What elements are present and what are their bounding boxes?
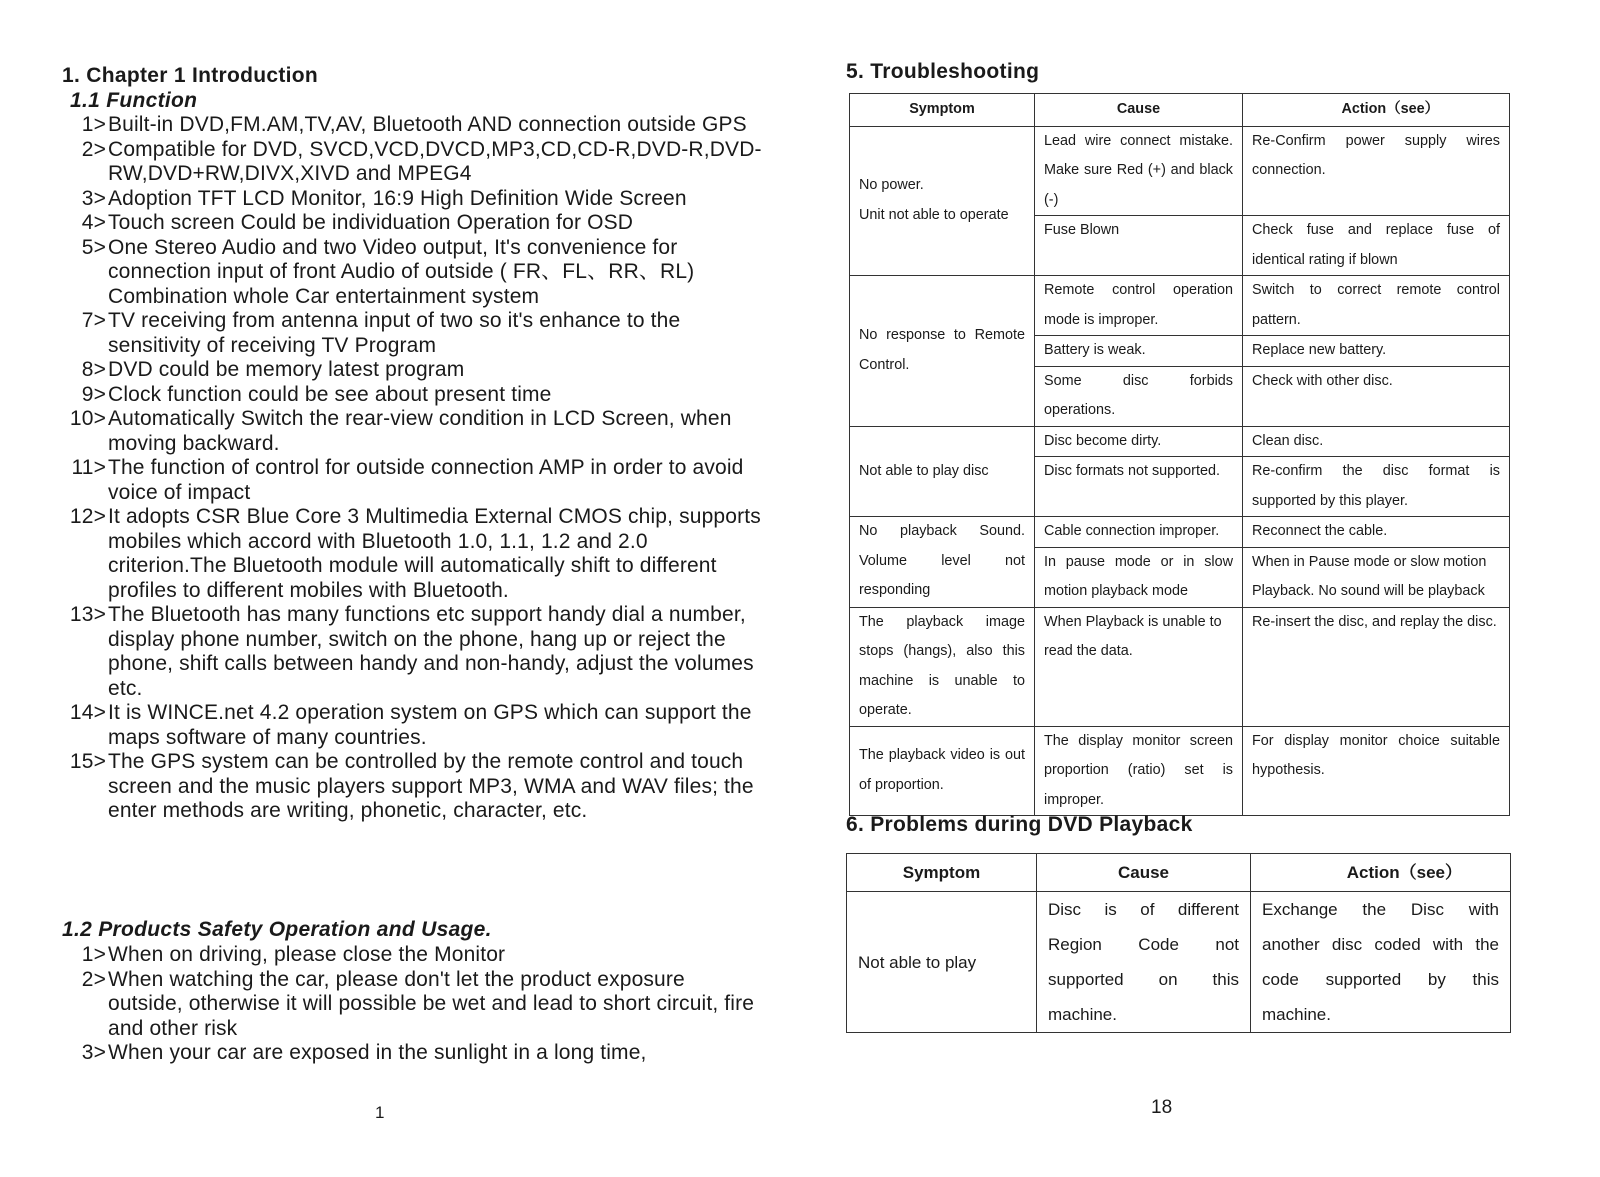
list-item — [62, 383, 762, 408]
action-cell: When in Pause mode or slow motion Playback. No sound will be playback — [1243, 547, 1510, 607]
table-header-row — [850, 94, 1510, 127]
cause-cell: Disc become dirty. — [1035, 426, 1243, 457]
list-item-text: It adopts CSR Blue Core 3 Multimedia External CMOS chip, supports mobiles which accord with Bluetooth 1.0, 1.1, 1.2 and 2.0 criterion.The Bluetooth module will automatically shift to different profiles to different mobiles with Bluetooth. — [108, 505, 761, 602]
cause-cell: Disc formats not supported. — [1035, 457, 1243, 517]
cause-cell: Battery is weak. — [1035, 336, 1243, 367]
list-item-text: The GPS system can be controlled by the remote control and touch screen and the music players support MP3, WMA and WAV files; the enter methods are writing, phonetic, character, etc. — [108, 750, 754, 822]
list-item-text: The function of control for outside connection AMP in order to avoid voice of impact — [108, 456, 744, 504]
symptom-cell: The playback image stops (hangs), also this machine is unable to operate. — [850, 607, 1035, 726]
action-cell: Clean disc. — [1243, 426, 1510, 457]
list-item-number: 15> — [69, 750, 106, 773]
list-item — [62, 701, 762, 750]
list-item — [62, 236, 762, 310]
list-item — [62, 407, 762, 456]
header-cause: Cause — [1035, 94, 1243, 127]
cause-cell: Cable connection improper. — [1035, 517, 1243, 548]
header-action: Action（see） — [1243, 94, 1510, 127]
action-cell: Re-confirm the disc format is supported by this player. — [1243, 457, 1510, 517]
list-item-text: TV receiving from antenna input of two so it's enhance to the sensitivity of receiving TV Program — [108, 309, 681, 357]
list-item-number: 12> — [69, 505, 106, 528]
table-row — [850, 276, 1510, 336]
left-page — [0, 0, 780, 1177]
action-cell: Re-Confirm power supply wires connection. — [1243, 126, 1510, 216]
header-cause: Cause — [1037, 854, 1251, 892]
troubleshooting-table — [849, 93, 1510, 816]
cause-cell: In pause mode or in slow motion playback mode — [1035, 547, 1243, 607]
list-item — [62, 750, 762, 824]
dvd-problems-table — [846, 853, 1511, 1033]
list-item — [62, 358, 762, 383]
list-item — [62, 211, 762, 236]
list-item — [62, 138, 762, 187]
header-action: Action（see） — [1251, 854, 1511, 892]
page-number-right: 18 — [1151, 1097, 1173, 1118]
cause-cell: Lead wire connect mistake. Make sure Red (+) and black (-) — [1035, 126, 1243, 216]
list-item — [62, 1041, 762, 1066]
symptom-cell: No power. Unit not able to operate — [850, 126, 1035, 276]
cause-cell: The display monitor screen proportion (ratio) set is improper. — [1035, 726, 1243, 816]
list-item — [62, 309, 762, 358]
chapter-title: 1. Chapter 1 Introduction — [62, 64, 319, 87]
action-cell: Re-insert the disc, and replay the disc. — [1243, 607, 1510, 726]
list-item — [62, 505, 762, 603]
list-item-number: 14> — [69, 701, 106, 724]
action-cell: Reconnect the cable. — [1243, 517, 1510, 548]
symptom-cell: Not able to play disc — [850, 426, 1035, 517]
list-item — [62, 113, 762, 138]
list-item-number: 13> — [69, 603, 106, 626]
symptom-cell: No response to Remote Control. — [850, 276, 1035, 427]
action-cell: Check fuse and replace fuse of identical rating if blown — [1243, 216, 1510, 276]
list-item-text: When your car are exposed in the sunlight in a long time, — [108, 1041, 647, 1064]
list-item-text: The Bluetooth has many functions etc support handy dial a number, display phone number, switch on the phone, hang up or reject the phone, shift calls between handy and non-handy, adjust the volumes etc. — [108, 603, 754, 700]
table-row — [850, 607, 1510, 726]
table-row — [850, 726, 1510, 816]
list-item-number: 2> — [81, 967, 106, 991]
symptom-cell: No playback Sound. Volume level not responding — [850, 517, 1035, 608]
list-item-number: 5> — [81, 235, 106, 259]
list-item-number: 3> — [81, 1041, 106, 1064]
action-cell: Check with other disc. — [1243, 366, 1510, 426]
list-item-number: 1> — [81, 943, 106, 966]
table-row — [847, 892, 1511, 1033]
cause-cell: Disc is of different Region Code not supported on this machine. — [1037, 892, 1251, 1033]
list-item — [62, 943, 762, 968]
cause-cell: When Playback is unable to read the data. — [1035, 607, 1243, 726]
header-symptom: Symptom — [847, 854, 1037, 892]
table-row — [850, 426, 1510, 457]
list-item-text: Touch screen Could be individuation Operation for OSD — [108, 211, 634, 234]
list-item-number: 4> — [81, 211, 106, 234]
table-row — [850, 126, 1510, 216]
action-cell: Exchange the Disc with another disc coded with the code supported by this machine. — [1251, 892, 1511, 1033]
list-item-text: Clock function could be see about present time — [108, 382, 552, 406]
list-item-text: One Stereo Audio and two Video output, It's convenience for connection input of front Audio of outside ( FR、FL、RR、RL) Combination whole Car entertainment system — [108, 235, 695, 308]
list-item-text: It is WINCE.net 4.2 operation system on GPS which can support the maps software of many countries. — [108, 701, 752, 749]
list-item — [62, 187, 762, 212]
table-header-row — [847, 854, 1511, 892]
action-cell: Switch to correct remote control pattern. — [1243, 276, 1510, 336]
cause-cell: Fuse Blown — [1035, 216, 1243, 276]
list-item-text: When on driving, please close the Monitor — [108, 943, 506, 966]
list-item-text: Adoption TFT LCD Monitor, 16:9 High Definition Wide Screen — [108, 186, 687, 210]
function-list-items — [62, 113, 762, 824]
list-item-number: 7> — [81, 309, 106, 332]
list-item-number: 1> — [81, 113, 106, 136]
action-cell: For display monitor choice suitable hypothesis. — [1243, 726, 1510, 816]
list-item — [62, 603, 762, 701]
symptom-cell: Not able to play — [847, 892, 1037, 1033]
troubleshooting-title: 5. Troubleshooting — [846, 60, 1040, 83]
section-1-1-title: 1.1 Function — [70, 89, 198, 112]
section-1-2-title: 1.2 Products Safety Operation and Usage. — [62, 918, 492, 941]
cause-cell: Remote control operation mode is improper. — [1035, 276, 1243, 336]
safety-list-items — [62, 943, 762, 1066]
list-item — [62, 456, 762, 505]
table-row — [850, 517, 1510, 548]
list-item-number: 9> — [81, 382, 106, 406]
list-item-text: DVD could be memory latest program — [108, 358, 465, 381]
list-item-number: 10> — [69, 407, 106, 430]
list-item-text: Automatically Switch the rear-view condition in LCD Screen, when moving backward. — [108, 407, 732, 455]
list-item-number: 8> — [81, 358, 106, 381]
cause-cell: Some disc forbids operations. — [1035, 366, 1243, 426]
list-item-text: Compatible for DVD, SVCD,VCD,DVCD,MP3,CD,CD-R,DVD-R,DVD-RW,DVD+RW,DIVX,XIVD and MPEG4 — [108, 137, 762, 185]
list-item-number: 2> — [81, 137, 106, 161]
symptom-cell: The playback video is out of proportion. — [850, 726, 1035, 816]
list-item-text: When watching the car, please don't let the product exposure outside, otherwise it will possible be wet and lead to short circuit, fire and other risk — [108, 967, 755, 1040]
list-item-number: 3> — [81, 186, 106, 210]
header-symptom: Symptom — [850, 94, 1035, 127]
page-number-left: 1 — [375, 1103, 385, 1122]
right-page — [800, 0, 1600, 1177]
list-item — [62, 968, 762, 1042]
dvd-problems-title: 6. Problems during DVD Playback — [846, 813, 1193, 836]
list-item-text: Built-in DVD,FM.AM,TV,AV, Bluetooth AND connection outside GPS — [108, 113, 747, 136]
list-item-number: 11> — [71, 456, 106, 479]
action-cell: Replace new battery. — [1243, 336, 1510, 367]
